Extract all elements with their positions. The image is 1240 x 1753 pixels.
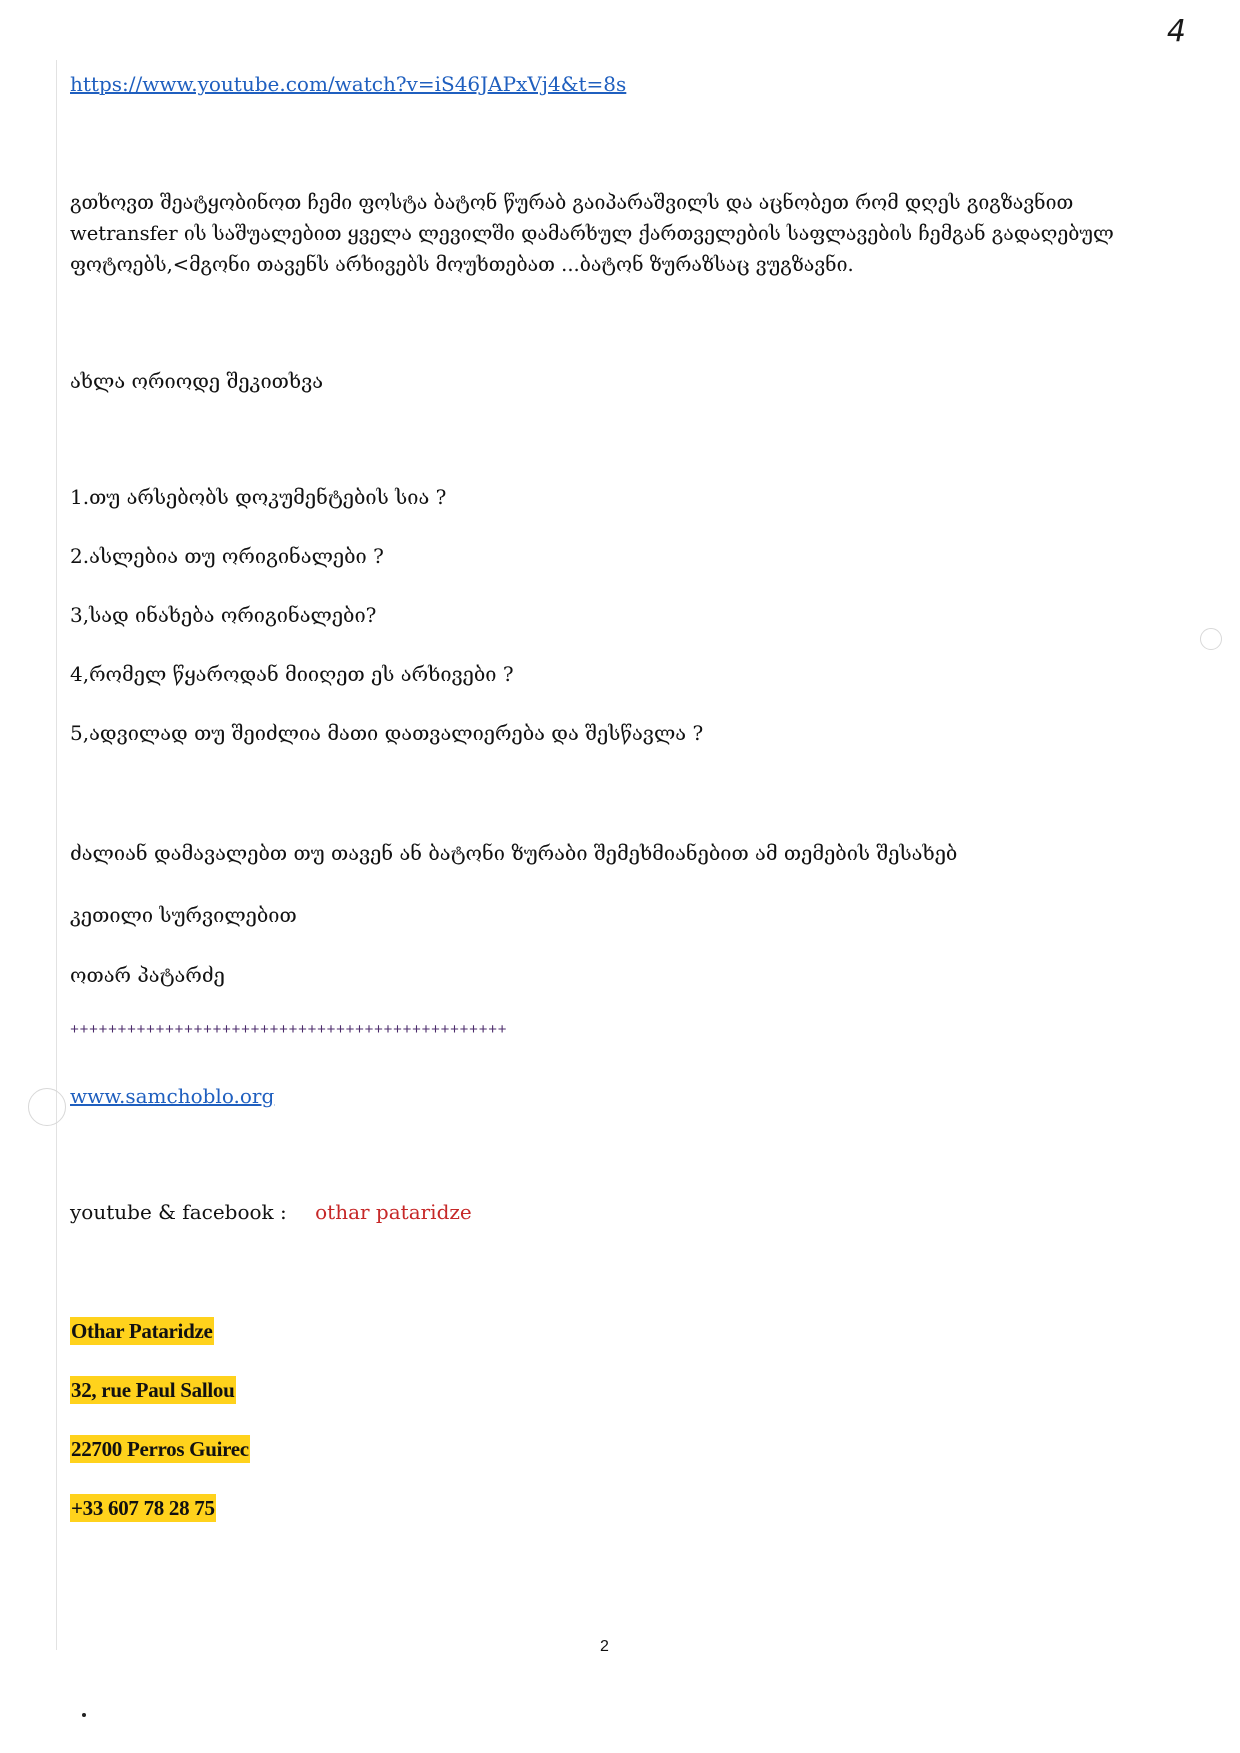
handwritten-page-number: 4	[1166, 14, 1186, 49]
thanks-line: ძალიან დამავალებთ თუ თავენ ან ბატონი ზურაბი შემეხმიანებით ამ თემების შესახებ	[70, 841, 958, 865]
social-name: othar pataridze	[315, 1200, 472, 1224]
youtube-link-line	[70, 69, 626, 99]
address-phone-line	[70, 1493, 216, 1523]
punch-hole-mark	[1200, 628, 1222, 650]
address-name: Othar Pataridze	[71, 1319, 213, 1343]
question-4: 4,რომელ წყაროდან მიიღეთ ეს არხივები ?	[70, 662, 514, 686]
social-line	[70, 1197, 472, 1227]
intro-line-3: ფოტოებს,<მგონი თავენს არხივებს მოუხთებათ ...ბატონ ზურაზსაც ვუგზავნი.	[70, 253, 854, 276]
intro-line-1: გთხოვთ შეატყობინოთ ჩემი ფოსტა ბატონ წურაბ გაიპარაშვილს და აცნობეთ რომ დღეს გიგზავნით	[70, 191, 1074, 214]
address-phone: +33 607 78 28 75	[71, 1496, 215, 1520]
address-city: 22700 Perros Guirec	[71, 1437, 249, 1461]
question-5: 5,ადვილად თუ შეიძლია მათი დათვალიერება და შესწავლა ?	[70, 721, 704, 745]
website-line	[70, 1081, 274, 1111]
youtube-link[interactable]: https://www.youtube.com/watch?v=iS46JAPxVj4&t=8s	[70, 72, 627, 96]
intro-paragraph	[70, 187, 1150, 280]
social-label: youtube & facebook :	[70, 1200, 287, 1224]
scan-speck	[82, 1713, 86, 1717]
address-street: 32, rue Paul Sallou	[71, 1378, 235, 1402]
address-city-line	[70, 1434, 250, 1464]
question-3: 3,სად ინახება ორიგინალები?	[70, 603, 377, 627]
separator-line: ++++++++++++++++++++++++++++++++++++++++++++++	[70, 1022, 508, 1039]
scan-margin-line	[56, 60, 57, 1650]
signature-line: ოთარ პატარძე	[70, 963, 225, 987]
question-1: 1.თუ არსებობს დოკუმენტების სია ?	[70, 485, 447, 509]
page-number: 2	[600, 1638, 609, 1655]
regards-line: კეთილი სურვილებით	[70, 903, 297, 927]
question-2: 2.ასლებია თუ ორიგინალები ?	[70, 544, 384, 568]
intro-line-2: wetransfer ის საშუალებით ყველა ლევილში დამარხულ ქართველების საფლავების ჩემგან გადაღებულ	[70, 222, 1114, 245]
punch-hole-mark	[28, 1088, 66, 1126]
website-link[interactable]: www.samchoblo.org	[70, 1084, 275, 1108]
address-street-line	[70, 1375, 236, 1405]
questions-heading: ახლა ორიოდე შეკითხვა	[70, 369, 324, 393]
address-name-line	[70, 1316, 214, 1346]
